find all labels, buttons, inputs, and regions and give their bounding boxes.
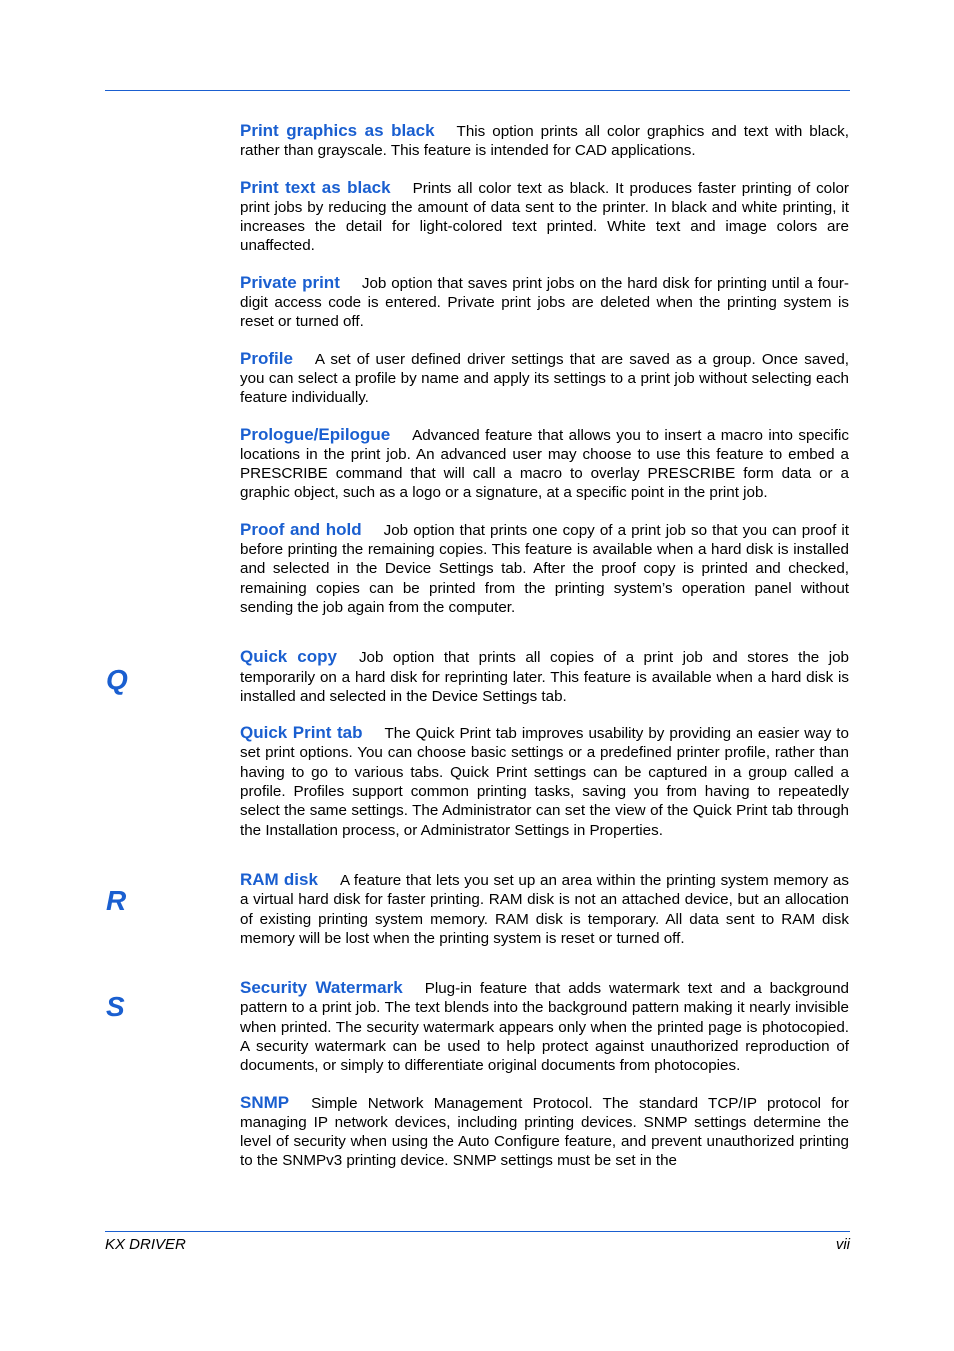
- glossary-entry: [240, 647, 849, 706]
- section-letter-q: Q: [106, 664, 128, 695]
- glossary-definition: Prints all color text as black. It produces faster printing of color print jobs by reducing the amount of data sent to the printer. In black and white printing, it increases the detail for light-colored text printed. White text and image colors are unaffected.: [240, 179, 849, 255]
- glossary-term: SNMP: [240, 1092, 290, 1112]
- glossary-entry: [240, 520, 849, 617]
- section-letter-s: S: [106, 991, 125, 1022]
- glossary-term: RAM disk: [240, 869, 318, 889]
- glossary-term: Quick copy: [240, 647, 337, 667]
- glossary-entry: [240, 273, 849, 332]
- glossary-definition: Simple Network Management Protocol. The standard TCP/IP protocol for managing IP network devices, including printing devices. SNMP settings determine the level of security when using the Auto Configure feature, and prevent unauthorized printing to the SNMPv3 printing device. SNMP settings must be set in the: [240, 1094, 849, 1170]
- glossary-definition: The Quick Print tab improves usability by providing an easier way to set print options. You can choose basic settings or a predefined printer profile, rather than having to go to various tabs. Quick Print settings can be captured in a group called a profile. Profiles support common printing tasks, saving you from having to repeatedly select the same settings. The Administrator can set the view of the Quick Print tab through the Installation process, or Administrator Settings in Properties.: [240, 725, 849, 839]
- glossary-entry: [240, 121, 849, 161]
- glossary-definition: Job option that prints one copy of a print job so that you can proof it before printing the remaining copies. This feature is available when a hard disk is installed and selected in the Device Settings tab. After the proof copy is printed and checked, remaining copies can be printed from the printing system’s operation panel without sending the job again from the computer.: [240, 521, 849, 616]
- glossary-term: Private print: [240, 272, 340, 292]
- glossary-entry: [240, 978, 849, 1075]
- glossary-entry: [240, 425, 849, 503]
- header-rule: [105, 90, 850, 91]
- glossary-definition: A feature that lets you set up an area within the printing system memory as a virtual hard disk for faster printing. RAM disk is not an attached device, but an allocation of existing printing system memory. RAM disk is temporary. All data sent to RAM disk memory will be lost when the printing system is reset or turned off.: [240, 871, 849, 947]
- glossary-entry: [240, 723, 849, 840]
- glossary-definition: Advanced feature that allows you to insert a macro into specific locations in the print job. An advanced user may choose to use this feature to embed a PRESCRIBE command that will call a macro to overlay PRESCRIBE form data or a graphic object, such as a logo or a signature, at a specific point in the print job.: [240, 426, 849, 502]
- footer-page-number: vii: [835, 1236, 850, 1253]
- glossary-entry: [240, 870, 849, 948]
- glossary-definition: This option prints all color graphics and text with black, rather than grayscale. This feature is intended for CAD applications.: [240, 123, 849, 160]
- glossary-entry: [240, 178, 849, 256]
- glossary-definition: Job option that saves print jobs on the hard disk for printing until a four-digit access code is entered. Private print jobs are deleted when the printing system is reset or turned off.: [240, 274, 849, 331]
- glossary-entry: [240, 1093, 849, 1171]
- footer-document-title: KX DRIVER: [105, 1236, 186, 1253]
- glossary-content: [240, 121, 849, 1171]
- glossary-entry: [240, 349, 849, 408]
- glossary-term: Print graphics as black: [240, 121, 435, 140]
- glossary-term: Profile: [240, 348, 293, 368]
- glossary-term: Proof and hold: [240, 519, 362, 539]
- glossary-term: Print text as black: [240, 177, 391, 197]
- footer-rule: [105, 1231, 850, 1232]
- glossary-definition: Plug-in feature that adds watermark text and a background pattern to a print job. The text blends into the background pattern making it nearly invisible when printed. The security watermark appears only when the printed page is photocopied. A security watermark can be used to help protect against unauthorized reproduction of documents, or simply to differentiate original documents from photocopies.: [240, 980, 849, 1075]
- glossary-definition: A set of user defined driver settings that are saved as a group. Once saved, you can select a profile by name and apply its settings to a print job without selecting each feature individually.: [240, 350, 849, 407]
- glossary-term: Quick Print tab: [240, 723, 363, 743]
- section-letter-r: R: [106, 885, 127, 916]
- glossary-term: Prologue/Epilogue: [240, 424, 391, 444]
- glossary-term: Security Watermark: [240, 978, 403, 998]
- glossary-definition: Job option that prints all copies of a print job and stores the job temporarily on a hard disk for reprinting later. This feature is available when a hard disk is installed and selected in the Device Settings tab.: [240, 649, 849, 705]
